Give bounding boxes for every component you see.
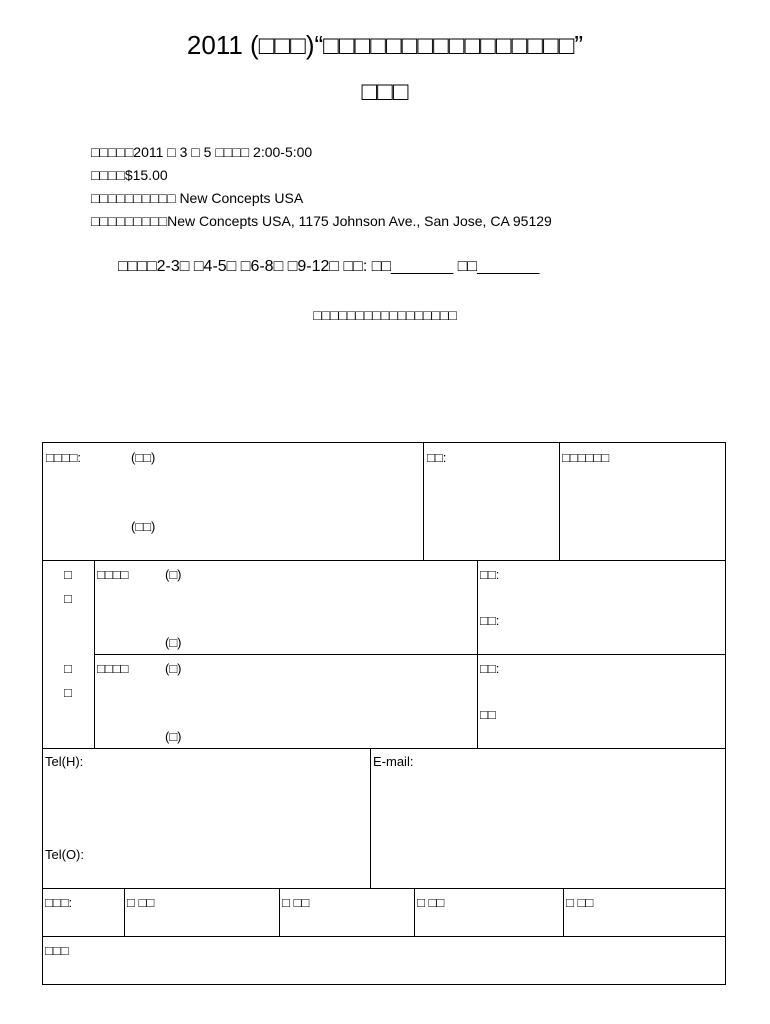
name-paren-1: (□□) [131,450,156,465]
payment-label: □□□: [45,895,73,910]
father-name-cell[interactable] [94,560,478,655]
phone-cell[interactable] [42,748,371,889]
option-2-label: □ □□ [282,895,310,910]
photo-label: □□□□□□ [562,450,610,465]
parent-column [42,560,95,749]
father-field-2: □□: [480,613,500,628]
option-1-label: □ □□ [127,895,155,910]
remarks-cell[interactable] [42,936,726,985]
payment-label-cell [42,888,125,937]
payment-option-4[interactable] [563,888,726,937]
payment-option-2[interactable] [279,888,415,937]
mother-field-2: □□ [480,707,496,722]
tel-home-label: Tel(H): [45,754,84,769]
father-paren-1: (□) [165,567,182,582]
mother-name-cell[interactable] [94,654,478,749]
payment-option-3[interactable] [414,888,564,937]
parent-col-char-4: □ [64,685,72,700]
info-date: □□□□□2011 □ 3 □ 5 □□□□ 2:00-5:00 [91,144,313,160]
parent-col-char-3: □ [64,661,72,676]
tel-office-label: Tel(O): [45,847,84,862]
payment-option-1[interactable] [124,888,280,937]
mother-field-1: □□: [480,661,500,676]
name-paren-2: (□□) [131,519,156,534]
option-3-label: □ □□ [417,895,445,910]
page-title: 2011 (□□□)“□□□□□□□□□□□□□□□□” [186,30,584,60]
father-paren-2: (□) [165,635,182,650]
father-detail-cell[interactable] [477,560,726,655]
father-label: □□□□ [97,567,129,582]
mother-paren-1: (□) [165,661,182,676]
mother-label: □□□□ [97,661,129,676]
mother-detail-cell[interactable] [477,654,726,749]
email-label: E-mail: [373,754,414,769]
child-name-label: □□□□: [46,450,82,465]
remarks-label: □□□ [45,943,69,958]
photo-cell[interactable] [559,442,726,561]
age-cell[interactable] [423,442,560,561]
page-subtitle: □□□ [361,76,409,106]
parent-col-char-2: □ [64,591,72,606]
father-field-1: □□: [480,567,500,582]
mother-paren-2: (□) [165,729,182,744]
info-fee: □□□□$15.00 [91,167,168,183]
form-note: □□□□□□□□□□□□□□□□□ [313,307,457,323]
child-name-cell[interactable] [42,442,424,561]
option-4-label: □ □□ [566,895,594,910]
age-group-line: □□□□2-3□ □4-5□ □6-8□ □9-12□ □□: □□_______ □□_______ [118,258,540,275]
info-organizer: □□□□□□□□□□ New Concepts USA [91,190,304,206]
email-cell[interactable] [370,748,726,889]
age-label: □□: [427,450,447,465]
info-address: □□□□□□□□□New Concepts USA, 1175 Johnson Ave., San Jose, CA 95129 [91,213,552,229]
parent-col-char-1: □ [64,567,72,582]
